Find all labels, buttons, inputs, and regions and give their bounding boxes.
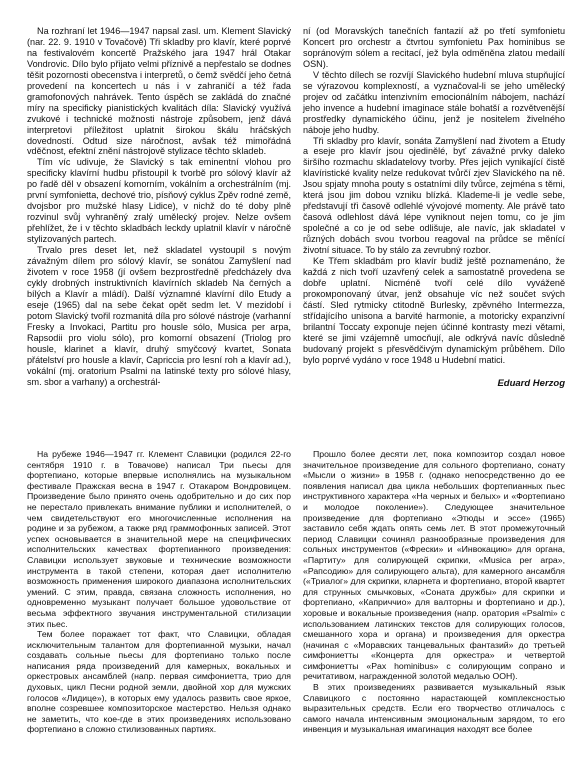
paragraph: Trvalo pres deset let, než skladatel vystoupil s novým závažným dílem pro sólový klavír, se sonátou Zamyšlení nad životem v roce 1958 (jí ovšem bezprostředně předcházely dva cykly drobných instruktivních klavírních skladeb Na černých a bílých a Klavír a mládí). Další významné klavírní dílo Etudy a esejе (1965) dal na sebe čekat opět sedm let. V mezidobí i potom Slavický tvořil rozmanitá díla pro sólové nástroje (varhanní Fresky a Invokaci, Partitu pro housle sólo, Musica per arpa, Rapsodii pro violu sólo), pro komorní obsazení (Triolog pro housle, klarinet a klavír, druhý smyčcový kvartet, Sonata přátelství pro housle a klavír, Capriccia pro lesní roh a klavír ad.), vokální (mj. oratorium Psalmi na latinské texty pro sólové hlasy, sm. sbor a varhany) a orchestrál- (27, 245, 291, 387)
paragraph: Ke Třem skladbám pro klavír budiž ještě poznamenáno, že každá z nich tvoří uzavřený celek a samostatně provedena se dobře uplatní. Nicméně tvoří celé dílo vyváženě proкомponovaný útvar, jenž obsahuje víc než součet svých částí. Sled rytmicky ctitodně Burlesky, zpěvného Intermezza, střídajícího unisona a barvité harmonie, a motoricky expanzivní brilantní Toccaty exponuje nejen účinné kontrasty mezi větami, které se jimi vzájemně umocňují, ale odkrývá navíc důsledně budovaný projekt s přesvědčivým dynamickým průběhem. Dílo bylo poprvé vydáno v roce 1948 u Hudební matici. (303, 256, 565, 365)
paragraph: Тем более поражает тот факт, что Славицки, обладая исключительным талантом для фортепианной музыки, начал создавать сольные пьесы для фортепиано только после написания ряда произведений для камерных, вокальных и оркестровых ансамблей (напр. первая симфониетта, трио для духовых, цикл Песни родной земли, двойной хор для мужских голосов «Лидице»), в которых ему удалось развить свое яркое, вполне созревшее композиторское мастерство. Нельзя однако не заметить, что кое-где в этих произведениях использовано фортепиано в сложно стилизованных партиях. (27, 629, 291, 735)
paragraph: Прошло более десяти лет, пока композитор создал новое значительное произведение для сольного фортепиано, сонату «Мысли о жизни» в 1958 г. (однако непосредственно до ее появления написал два цикла небольших фортепианных пьес инструктивного характера «На черных и белых» и «Фортепиано и молодое поколение»). Следующее значительное произведение для фортепиано «Этюды и эссе» (1965) заставило себя ждать опять семь лет. В этот промежуточный период Славицки сочинял разнообразные произведения для сольных инструментов («Фрески» и «Инвокацию» для органа, «Партиту» для солирующей скрипки, «Musica per arpa», «Рапсодию» для солирующего альта), для камерного ансамбля («Триалог» для скрипки, кларнета и фортепиано, второй квартет для струнных смычковых, «Соната дружбы» для скрипки и фортепиано, «Каприччио» для валторны и фортепиано и др.), хоровые и вокальные произведения (напр. оратория «Psalmi» с использованием латинских текстов для солирующих голосов, смешанного хора и органа) и произведения для оркестра (начиная с «Моравских танцевальных фантазий» до третьей симфониетты «Концерта для оркестра» и четвертой симфониетты «Pax hominibus» с солирующим сопрано и речитативом, награжденной золотой медалью ООН). (303, 449, 565, 682)
paragraph: На рубеже 1946—1947 гг. Клемент Славицки (родился 22-го сентября 1910 г. в Товачове) написал Три пьесы для фортепиано, которые впервые исполнялись на музыкальном фестивале Пражская весна в 1947 г. Отакаром Вондровицем. Произведение было принято очень одобрительно и до сих пор не перестало привлекать внимание публики и исполнителей, о чем свидетельствуют его многочисленные исполнения на родине и за рубежом, а также ряд граммофонных записей. Этот успех основывается в значительной мере на специфических исполнительских качествах фортепианного произведения: Славицки использует звуковые и технические возможности инструмента в такой степени, которая дает исполнителю возможность применения широкого диапазона исполнительских умений. С этим, правда, связана сложность исполнения, но одновременно музыкант получает большое удовольствие от весьма эффектного звучания инструментальной стилизации этих пьес. (27, 449, 291, 629)
paragraph: V těchto dílech se rozvíjí Slavického hudební mluva stupňující se výrazovou komplexností, a vyznačoval-li se jeho umělecký projev od začátku intenzivním emocionálním nábojem, nachází jeho invence a hudební imaginace stále bohatší a rozvětvenější prostředky dynamického účinu, jenž je nositelem živelného náboje jeho hudby. (303, 69, 565, 135)
paragraph: Tři skladby pro klavír, sonáta Zamyšlení nad životem a Etudy a eseje pro klavír jsou ojedinělé, byť závažné prvky daleko širšího rozmachu skladatelovy tvorby. Přes jejich vynikající čistě klavíristické kvality nelze redukovat tvůrčí zjev Slavického na ně. Jsou spjaty mnoha pouty s ostatními díly tvůrce, zejména s těmi, která jsou jim dobou vzniku blízká. Klademe-li je vedle sebe, představují tři časově odlehlé vývojové momenty. Ale právě tato časová odlehlost dává lépe vyniknout nejen tomu, co je jim společné a co je od sebe odlišuje, ale navíc, jak skladatel v různých dobách svou tvorbou reagoval na průdce se měnící životní situace. To by stálo za zevrubný rozbor. (303, 135, 565, 256)
paragraph: Tím víc udivuje, že Slavický s tak eminentní vlohou pro specificky klavírní hudbu přistoupil k tvorbě pro sólový klavír až po řadě děl v obsazení komorním, vokálním a orchestrálním (mj. první symfonietta, dechové trio, písňový cyklus Zpěv rodné země, dvojsbor pro mužské hlasy Lidice), v nichž do té doby plně rozvinul svůj vyhraněný zralý umělecký projev. Nelze ovšem přehlížet, že i v těchto skladbách leckdy uplatnil klavír v náročně stylizovaných partech. (27, 157, 291, 245)
paragraph: Na rozhraní let 1946—1947 napsal zasl. um. Klement Slavický (nar. 22. 9. 1910 v Tovačově) Tři skladby pro klavír, které poprvé na festivalovém koncertě Pražského jara 1947 hrál Otakar Vondrovic. Dílo bylo přijato velmi příznivě a nepřestalo se dodnes těšit pozornosti obecenstva i interpretů, o čemž svědčí jeho četná provedení na koncertech u nás i v zahraničí a též řada gramofonových nahrávek. Tento úspěch se zakládá do značné míry na specificky pianistických kvalitách díla: Slavický využívá zvukové i technické možnosti nástroje způsobem, jenž dává interpretovi příležitost uplatnit širokou škálu hráčských dovedností. Odtud size náročnost, avšak též mimořádná vděčnost, efektní znění nástrojově stylizace těchto skladeb. (27, 26, 291, 157)
russian-text-right-column (303, 449, 565, 735)
czech-text-right-column (303, 26, 565, 366)
paragraph: В этих произведениях развивается музыкальный язык Славицкого с постоянно нарастающей комплексностью выразительных средств. Если его творчество отличалось с самого начала интенсивным эмоциональным зарядом, то его инвенция и музыкальная имагинация находят все более (303, 682, 565, 735)
czech-text-left-column (27, 26, 291, 387)
author-signature: Eduard Herzog (497, 378, 565, 389)
russian-text-left-column (27, 449, 291, 735)
paragraph: ní (od Moravských tanečních fantazií až po třetí symfonietu Koncert pro orchestr a čtvrtou symfonietu Pax hominibus se sopránovým sólem a recitací, jež byla odměněna zlatou medailí OSN). (303, 26, 565, 69)
